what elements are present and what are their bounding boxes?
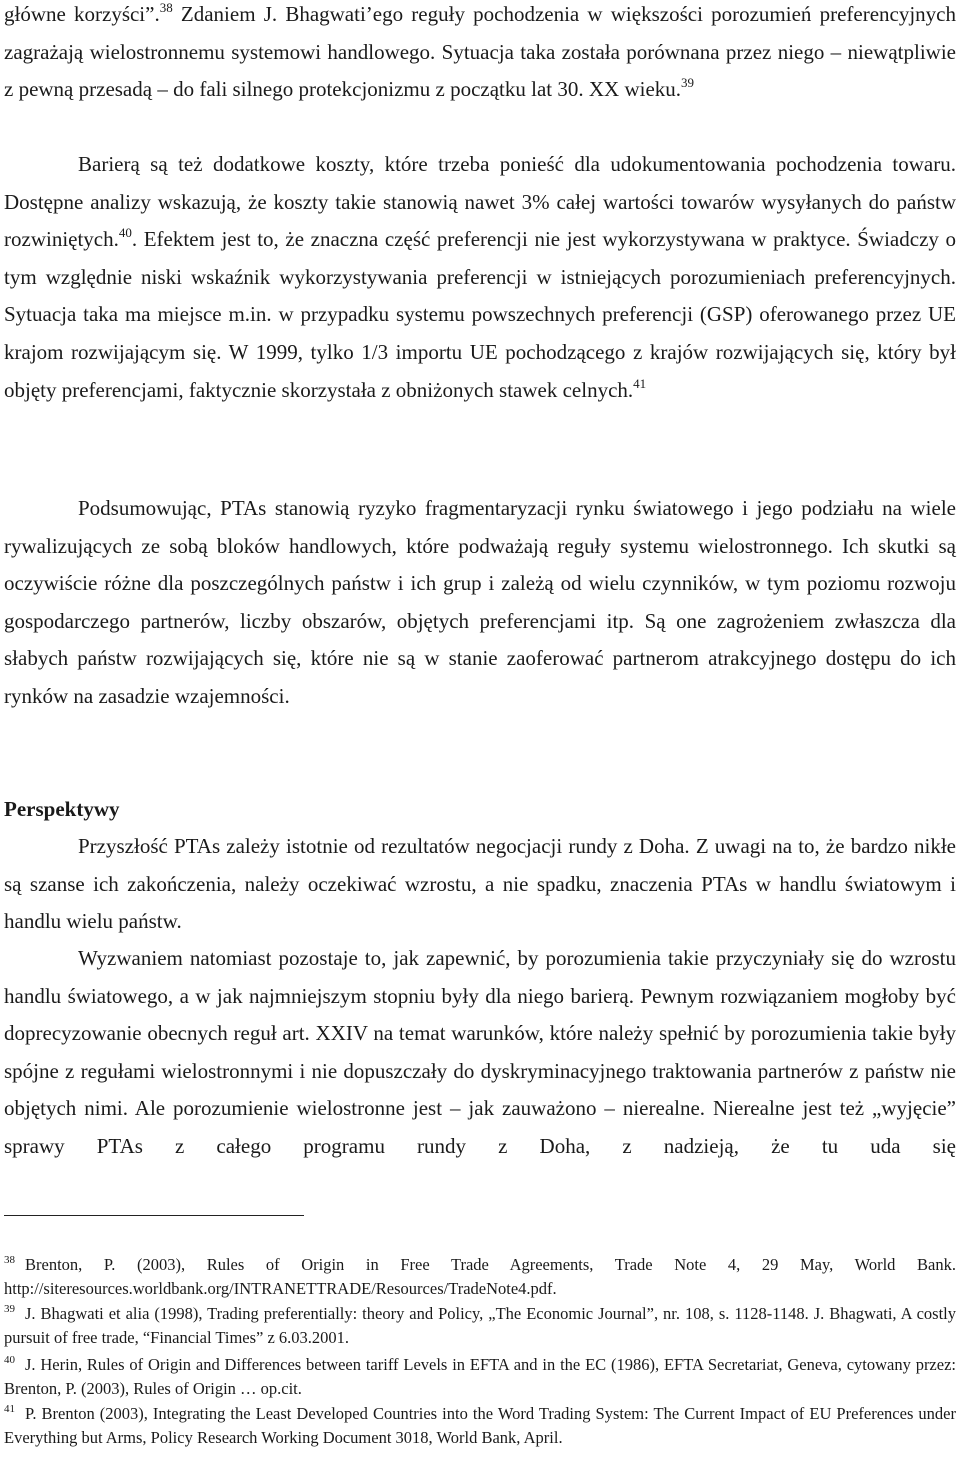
paragraph-3: Podsumowując, PTAs stanowią ryzyko fragmentaryzacji rynku światowego i jego podziału na wiele rywalizujących ze sobą bloków handlowych, które podważają reguły systemu wielostronnego. Ich skutki są oczywiście różne dla poszczególnych państw i ich grup i zależą od wielu czynników, w tym poziomu rozwoju gospodarczego partnerów, liczby obszarów, objętych preferencjami itp. Są one zagrożeniem zwłaszcza dla słabych państw rozwijających się, które nie są w stanie zaoferować partnerom atrakcyjnego dostępu do ich rynków na zasadzie wzajemności. [4, 496, 956, 708]
footnote-text: Brenton, P. (2003), Rules of Origin in Free Trade Agreements, Trade Note 4, 29 May, World Bank. http://siteresources.worldbank.org/INTRANETTRADE/Resources/TradeNote4.pdf. [4, 1255, 956, 1298]
footnote-text: J. Bhagwati et alia (1998), Trading preferentially: theory and Policy, „The Economic Journal”, nr. 108, s. 1128-1148. J. Bhagwati, A costly pursuit of free trade, “Financial Times” z 6.03.2001. [4, 1304, 956, 1347]
footnote-ref-41: 41 [633, 375, 647, 391]
paragraph-1 [4, 0, 956, 109]
footnote-41 [4, 1402, 956, 1450]
paragraph-text: główne korzyści”. [4, 2, 160, 26]
paragraph-text: Barierą są też dodatkowe koszty, które trzeba ponieść dla udokumentowania pochodzenia towaru. Dostępne analizy wskazują, że koszty takie stanowią nawet 3% całej wartości towarów wysyłanych do państw rozwiniętych. [4, 152, 956, 252]
footnote-number: 41 [4, 1403, 15, 1415]
footnote-ref-39: 39 [681, 75, 695, 91]
paragraph-5: Wyzwaniem natomiast pozostaje to, jak zapewnić, by porozumienia takie przyczyniały się do wzrostu handlu światowego, a w jak najmniejszym stopniu były dla niego barierą. Pewnym rozwiązaniem mogłoby być doprecyzowanie obecnych reguł art. XXIV na temat warunków, które należy spełnić by porozumienia takie były spójne z regułami wielostronnymi i nie dopuszczały do dyskryminacyjnego traktowania partnerów z państw nie objętych nimi. Ale porozumienie wielostronne jest – jak zauważono – nierealne. Nierealne jest też „wyjęcie” sprawy PTAs z całego programu rundy z Doha, z nadzieją, że tu uda się [4, 946, 956, 1158]
section-heading: Perspektywy [4, 797, 120, 821]
paragraph-text: . Efektem jest to, że znaczna część preferencji nie jest wykorzystywana w praktyce. Świadczy o tym względnie niski wskaźnik wykorzystywania preferencji w istniejących porozumieniach preferencyjnych. Sytuacja taka ma miejsce m.in. w przypadku systemu powszechnych preferencji (GSP) oferowanego przez UE krajom rozwijającym się. W 1999, tylko 1/3 importu UE pochodzącego z krajów rozwijających się, który był objęty preferencjami, faktycznie skorzystała z obniżonych stawek celnych. [4, 227, 956, 402]
footnote-ref-40: 40 [118, 225, 132, 241]
footnote-separator [4, 1215, 304, 1216]
paragraph-text: Zdaniem J. Bhagwati’ego reguły pochodzenia w większości porozumień preferencyjnych zagrażają wielostronnemu systemowi handlowego. Sytuacja taka została porównana przez niego – niewątpliwie z pewną przesadą – do fali silnego protekcjonizmu z początku lat 30. XX wieku. [4, 2, 956, 102]
footnote-39 [4, 1302, 956, 1350]
footnote-38 [4, 1253, 956, 1301]
footnote-40 [4, 1353, 956, 1401]
paragraph-4: Przyszłość PTAs zależy istotnie od rezultatów negocjacji rundy z Doha. Z uwagi na to, że bardzo nikłe są szanse ich zakończenia, należy oczekiwać wzrostu, a nie spadku, znaczenia PTAs w handlu światowym i handlu wielu państw. [4, 834, 956, 934]
footnote-text: J. Herin, Rules of Origin and Differences between tariff Levels in EFTA and in the EC (1986), EFTA Secretariat, Geneva, cytowany przez: Brenton, P. (2003), Rules of Origin … op.cit. [4, 1355, 956, 1398]
footnote-number: 40 [4, 1354, 15, 1366]
footnote-ref-38: 38 [159, 0, 173, 15]
paragraph-2 [4, 146, 956, 409]
footnote-number: 39 [4, 1303, 15, 1315]
footnote-number: 38 [4, 1254, 15, 1266]
footnote-text: P. Brenton (2003), Integrating the Least Developed Countries into the Word Trading System: The Current Impact of EU Preferences under Everything but Arms, Policy Research Working Document 3018, World Bank, April. [4, 1404, 956, 1447]
